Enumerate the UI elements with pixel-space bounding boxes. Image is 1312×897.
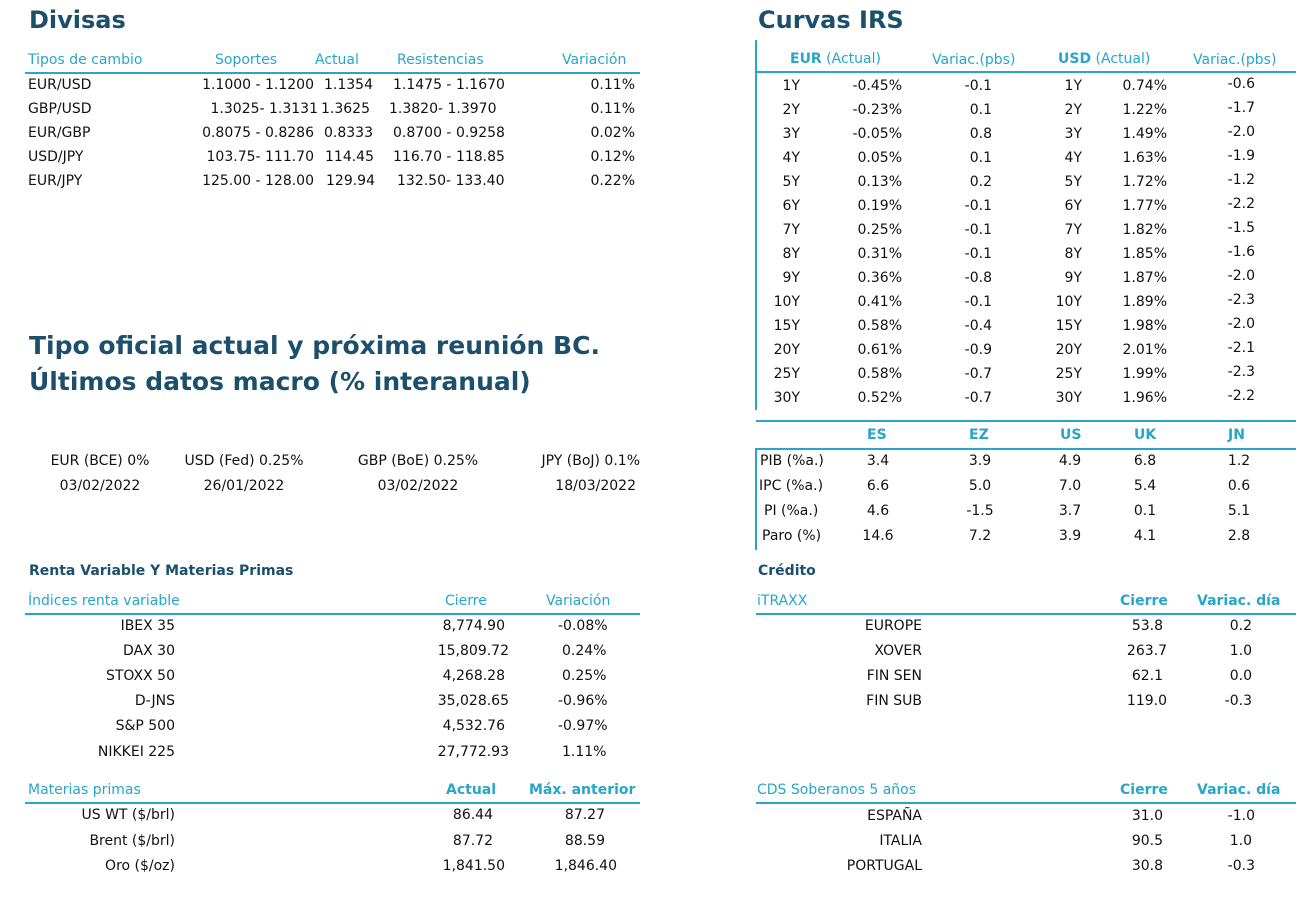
cierre-cell: 90.5 xyxy=(1131,833,1163,849)
irs-header-eur xyxy=(790,51,881,67)
macro-header-uk: UK xyxy=(1134,427,1157,443)
credito-header-cierre: Cierre xyxy=(1120,593,1168,609)
irs-header-var1: Variac.(pbs) xyxy=(932,52,1016,68)
bc-title-line1: Tipo oficial actual y próxima reunión BC. xyxy=(29,331,600,360)
itraxx-name: XOVER xyxy=(874,643,922,659)
ez-cell: -1.5 xyxy=(966,503,994,519)
eur-rate: 0.41% xyxy=(857,294,902,310)
jn-cell: 5.1 xyxy=(1227,503,1251,519)
resistencias-cell: 1.1475 - 1.1670 xyxy=(393,77,505,93)
usd-variac: -2.0 xyxy=(1227,124,1255,140)
eur-rate: 0.25% xyxy=(857,222,902,238)
resistencias-cell: 132.50- 133.40 xyxy=(397,173,505,189)
variacion-cell: -0.97% xyxy=(558,718,608,734)
eur-variac: -0.8 xyxy=(964,270,992,286)
divisas-header-soportes: Soportes xyxy=(215,52,278,68)
renta-header-indices: Índices renta variable xyxy=(28,593,180,609)
variacion-cell: 0.02% xyxy=(590,125,635,141)
ez-cell: 3.9 xyxy=(968,453,992,469)
credito-header-rule xyxy=(756,613,1296,615)
usd-tenor: 1Y xyxy=(1064,78,1082,94)
eur-variac: 0.2 xyxy=(969,174,992,190)
variac-cell: 0.0 xyxy=(1229,668,1252,684)
usd-tenor: 4Y xyxy=(1064,150,1082,166)
cierre-cell: 35,028.65 xyxy=(437,693,509,709)
variac-cell: 1.0 xyxy=(1229,643,1252,659)
credito-title: Crédito xyxy=(758,563,816,579)
variacion-cell: 0.25% xyxy=(562,668,607,684)
eur-variac: 0.1 xyxy=(969,150,992,166)
credito-header-itraxx: iTRAXX xyxy=(757,593,808,609)
index-name: S&P 500 xyxy=(115,718,175,734)
usd-tenor: 9Y xyxy=(1064,270,1082,286)
rate-label: GBP (BoE) 0.25% xyxy=(357,453,479,469)
eur-rate: 0.61% xyxy=(857,342,902,358)
cierre-cell: 27,772.93 xyxy=(437,744,509,760)
variac-cell: -1.0 xyxy=(1227,808,1255,824)
max-cell: 88.59 xyxy=(564,833,605,849)
actual-cell: 0.8333 xyxy=(324,125,373,141)
usd-variac: -2.3 xyxy=(1227,292,1255,308)
itraxx-name: FIN SEN xyxy=(866,668,922,684)
variacion-cell: 0.12% xyxy=(590,149,635,165)
uk-cell: 4.1 xyxy=(1133,528,1157,544)
usd-tenor: 7Y xyxy=(1064,222,1082,238)
soportes-cell: 125.00 - 128.00 xyxy=(202,173,314,189)
ez-cell: 5.0 xyxy=(968,478,992,494)
usd-variac: -2.2 xyxy=(1227,388,1255,404)
uk-cell: 6.8 xyxy=(1133,453,1157,469)
usd-variac: -2.3 xyxy=(1227,364,1255,380)
irs-left-rule xyxy=(755,40,757,410)
eur-rate: 0.31% xyxy=(857,246,902,262)
commodity-name: US WT ($/brl) xyxy=(81,807,175,823)
usd-rate: 2.01% xyxy=(1122,342,1167,358)
variac-cell: -0.3 xyxy=(1224,693,1252,709)
irs-header-rule xyxy=(756,71,1296,73)
eur-tenor: 5Y xyxy=(782,174,800,190)
eur-rate: 0.58% xyxy=(857,318,902,334)
jn-cell: 1.2 xyxy=(1227,453,1251,469)
eur-tenor: 9Y xyxy=(782,270,800,286)
cierre-cell: 4,532.76 xyxy=(442,718,505,734)
divisas-header-actual: Actual xyxy=(315,52,359,68)
irs-header-usd xyxy=(1058,51,1150,67)
eur-variac: 0.8 xyxy=(969,126,992,142)
usd-variac: -1.9 xyxy=(1227,148,1255,164)
indicator-name: PI (%a.) xyxy=(764,503,819,519)
variac-cell: 0.2 xyxy=(1229,618,1252,634)
pair-cell: EUR/GBP xyxy=(28,125,91,141)
us-cell: 7.0 xyxy=(1058,478,1082,494)
us-cell: 4.9 xyxy=(1058,453,1082,469)
credito-header-variac: Variac. día xyxy=(1197,593,1281,609)
variacion-cell: -0.08% xyxy=(558,618,608,634)
variacion-cell: 0.22% xyxy=(590,173,635,189)
macro-header-ez: EZ xyxy=(969,427,989,443)
usd-variac: -2.0 xyxy=(1227,316,1255,332)
jn-cell: 2.8 xyxy=(1227,528,1251,544)
usd-variac: -2.0 xyxy=(1227,268,1255,284)
eur-variac: 0.1 xyxy=(969,102,992,118)
actual-cell: 1.3625 xyxy=(321,101,370,117)
eur-rate: 0.13% xyxy=(857,174,902,190)
eur-variac: -0.1 xyxy=(964,246,992,262)
commodity-name: Brent ($/brl) xyxy=(89,833,175,849)
usd-rate: 1.85% xyxy=(1122,246,1167,262)
eur-variac: -0.7 xyxy=(964,390,992,406)
us-cell: 3.9 xyxy=(1058,528,1082,544)
renta-header-cierre: Cierre xyxy=(445,593,487,609)
usd-tenor: 10Y xyxy=(1055,294,1082,310)
cierre-cell: 31.0 xyxy=(1131,808,1163,824)
eur-rate: -0.23% xyxy=(852,102,902,118)
usd-variac: -1.7 xyxy=(1227,100,1255,116)
materias-header-actual: Actual xyxy=(446,782,497,798)
index-name: STOXX 50 xyxy=(105,668,175,684)
variac-cell: 1.0 xyxy=(1229,833,1252,849)
resistencias-cell: 116.70 - 118.85 xyxy=(393,149,505,165)
eur-variac: -0.1 xyxy=(964,198,992,214)
usd-tenor: 6Y xyxy=(1064,198,1082,214)
variacion-cell: -0.96% xyxy=(558,693,608,709)
usd-tenor: 15Y xyxy=(1055,318,1082,334)
eur-tenor: 6Y xyxy=(782,198,800,214)
cds-header-variac: Variac. día xyxy=(1197,782,1281,798)
eur-rate: 0.36% xyxy=(857,270,902,286)
eur-tenor: 3Y xyxy=(782,126,800,142)
usd-rate: 1.96% xyxy=(1122,390,1167,406)
usd-rate: 1.82% xyxy=(1122,222,1167,238)
eur-rate: 0.58% xyxy=(857,366,902,382)
usd-tenor: 20Y xyxy=(1055,342,1082,358)
rate-date: 03/02/2022 xyxy=(59,478,141,494)
eur-tenor: 15Y xyxy=(773,318,800,334)
rate-label: EUR (BCE) 0% xyxy=(50,453,150,469)
country-name: ESPAÑA xyxy=(867,808,922,824)
eur-variac: -0.1 xyxy=(964,78,992,94)
eur-variac: -0.1 xyxy=(964,222,992,238)
usd-tenor: 25Y xyxy=(1055,366,1082,382)
eur-rate: 0.52% xyxy=(857,390,902,406)
eur-variac: -0.4 xyxy=(964,318,992,334)
eur-tenor: 1Y xyxy=(782,78,800,94)
macro-header-jn: JN xyxy=(1228,427,1245,443)
soportes-cell: 1.1000 - 1.1200 xyxy=(202,77,314,93)
usd-tenor: 3Y xyxy=(1064,126,1082,142)
rate-date: 18/03/2022 xyxy=(555,478,636,494)
rate-date: 03/02/2022 xyxy=(377,478,459,494)
eur-variac: -0.1 xyxy=(964,294,992,310)
divisas-header-resistencias: Resistencias xyxy=(397,52,484,68)
macro-left-rule xyxy=(755,448,757,550)
usd-tenor: 5Y xyxy=(1064,174,1082,190)
renta-header-variacion: Variación xyxy=(546,593,611,609)
cierre-cell: 119.0 xyxy=(1126,693,1167,709)
actual-cell: 114.45 xyxy=(325,149,374,165)
us-cell: 3.7 xyxy=(1058,503,1082,519)
eur-rate: 0.05% xyxy=(857,150,902,166)
usd-rate: 1.49% xyxy=(1122,126,1167,142)
cierre-cell: 15,809.72 xyxy=(437,643,509,659)
eur-tenor: 25Y xyxy=(773,366,800,382)
eur-tenor: 4Y xyxy=(782,150,800,166)
es-cell: 4.6 xyxy=(866,503,890,519)
usd-rate: 1.77% xyxy=(1122,198,1167,214)
usd-tenor: 8Y xyxy=(1064,246,1082,262)
variacion-cell: 0.24% xyxy=(562,643,607,659)
cds-header-cierre: Cierre xyxy=(1120,782,1168,798)
cierre-cell: 62.1 xyxy=(1131,668,1163,684)
cierre-cell: 4,268.28 xyxy=(442,668,505,684)
renta-title: Renta Variable Y Materias Primas xyxy=(29,563,294,579)
eur-tenor: 10Y xyxy=(773,294,800,310)
cds-header-rule xyxy=(756,802,1296,804)
macro-top-rule xyxy=(756,420,1296,422)
es-cell: 3.4 xyxy=(866,453,890,469)
actual-cell: 1,841.50 xyxy=(442,858,505,874)
eur-rate: -0.05% xyxy=(852,126,902,142)
actual-cell: 1.1354 xyxy=(324,77,373,93)
es-cell: 14.6 xyxy=(862,528,894,544)
country-name: PORTUGAL xyxy=(846,858,922,874)
variacion-cell: 1.11% xyxy=(562,744,607,760)
usd-variac: -1.2 xyxy=(1227,172,1255,188)
eur-variac: -0.9 xyxy=(964,342,992,358)
variacion-cell: 0.11% xyxy=(590,77,635,93)
macro-header-us: US xyxy=(1060,427,1082,443)
rate-date: 26/01/2022 xyxy=(203,478,285,494)
actual-cell: 129.94 xyxy=(326,173,375,189)
usd-rate: 1.98% xyxy=(1122,318,1167,334)
ez-cell: 7.2 xyxy=(968,528,992,544)
materias-header-rule xyxy=(25,802,640,804)
eur-tenor: 8Y xyxy=(782,246,800,262)
cierre-cell: 53.8 xyxy=(1131,618,1163,634)
irs-header-var2: Variac.(pbs) xyxy=(1193,52,1277,68)
usd-rate: 1.87% xyxy=(1122,270,1167,286)
usd-rate: 0.74% xyxy=(1122,78,1167,94)
itraxx-name: FIN SUB xyxy=(866,693,922,709)
indicator-name: PIB (%a.) xyxy=(760,453,824,469)
irs-header-eur-code: EUR xyxy=(790,51,822,67)
irs-title: Curvas IRS xyxy=(758,6,904,34)
divisas-header-variacion: Variación xyxy=(562,52,627,68)
irs-header-eur-rest: (Actual) xyxy=(821,51,881,67)
max-cell: 1,846.40 xyxy=(554,858,617,874)
divisas-header-pair: Tipos de cambio xyxy=(28,52,143,68)
pair-cell: USD/JPY xyxy=(28,149,84,165)
macro-header-rule xyxy=(756,448,1296,450)
usd-rate: 1.22% xyxy=(1122,102,1167,118)
usd-variac: -0.6 xyxy=(1227,76,1255,92)
cierre-cell: 30.8 xyxy=(1131,858,1163,874)
usd-variac: -2.1 xyxy=(1227,340,1255,356)
eur-tenor: 2Y xyxy=(782,102,800,118)
usd-variac: -1.5 xyxy=(1227,220,1255,236)
soportes-cell: 1.3025- 1.3131 xyxy=(210,101,318,117)
itraxx-name: EUROPE xyxy=(864,618,922,634)
variacion-cell: 0.11% xyxy=(590,101,635,117)
cds-header-name: CDS Soberanos 5 años xyxy=(757,782,917,798)
rate-label: USD (Fed) 0.25% xyxy=(184,453,304,469)
cierre-cell: 8,774.90 xyxy=(442,618,505,634)
commodity-name: Oro ($/oz) xyxy=(105,858,175,874)
soportes-cell: 103.75- 111.70 xyxy=(206,149,314,165)
indicator-name: IPC (%a.) xyxy=(759,478,824,494)
usd-rate: 1.72% xyxy=(1122,174,1167,190)
usd-tenor: 30Y xyxy=(1055,390,1082,406)
soportes-cell: 0.8075 - 0.8286 xyxy=(202,125,314,141)
indicator-name: Paro (%) xyxy=(762,528,822,544)
divisas-header-rule xyxy=(25,72,640,74)
usd-rate: 1.63% xyxy=(1122,150,1167,166)
index-name: DAX 30 xyxy=(123,643,175,659)
renta-header-rule xyxy=(25,613,640,615)
pair-cell: GBP/USD xyxy=(28,101,92,117)
cierre-cell: 263.7 xyxy=(1126,643,1167,659)
index-name: IBEX 35 xyxy=(120,618,175,634)
usd-variac: -1.6 xyxy=(1227,244,1255,260)
country-name: ITALIA xyxy=(879,833,922,849)
eur-tenor: 20Y xyxy=(773,342,800,358)
actual-cell: 86.44 xyxy=(452,807,493,823)
irs-header-usd-rest: (Actual) xyxy=(1091,51,1151,67)
eur-rate: 0.19% xyxy=(857,198,902,214)
eur-rate: -0.45% xyxy=(852,78,902,94)
actual-cell: 87.72 xyxy=(452,833,493,849)
materias-header-max: Máx. anterior xyxy=(529,782,636,798)
eur-variac: -0.7 xyxy=(964,366,992,382)
eur-tenor: 30Y xyxy=(773,390,800,406)
macro-header-es: ES xyxy=(867,427,887,443)
resistencias-cell: 1.3820- 1.3970 xyxy=(389,101,497,117)
usd-rate: 1.99% xyxy=(1122,366,1167,382)
pair-cell: EUR/JPY xyxy=(28,173,83,189)
usd-rate: 1.89% xyxy=(1122,294,1167,310)
resistencias-cell: 0.8700 - 0.9258 xyxy=(393,125,505,141)
irs-header-usd-code: USD xyxy=(1058,51,1092,67)
usd-tenor: 2Y xyxy=(1064,102,1082,118)
materias-header-name: Materias primas xyxy=(28,782,141,798)
index-name: NIKKEI 225 xyxy=(97,744,175,760)
usd-variac: -2.2 xyxy=(1227,196,1255,212)
bc-title-line2: Últimos datos macro (% interanual) xyxy=(29,367,531,396)
variac-cell: -0.3 xyxy=(1227,858,1255,874)
rate-label: JPY (BoJ) 0.1% xyxy=(541,453,640,469)
uk-cell: 0.1 xyxy=(1133,503,1157,519)
uk-cell: 5.4 xyxy=(1133,478,1157,494)
eur-tenor: 7Y xyxy=(782,222,800,238)
max-cell: 87.27 xyxy=(564,807,605,823)
pair-cell: EUR/USD xyxy=(28,77,92,93)
index-name: D-JNS xyxy=(134,693,175,709)
es-cell: 6.6 xyxy=(866,478,890,494)
divisas-title: Divisas xyxy=(29,6,126,34)
jn-cell: 0.6 xyxy=(1227,478,1251,494)
